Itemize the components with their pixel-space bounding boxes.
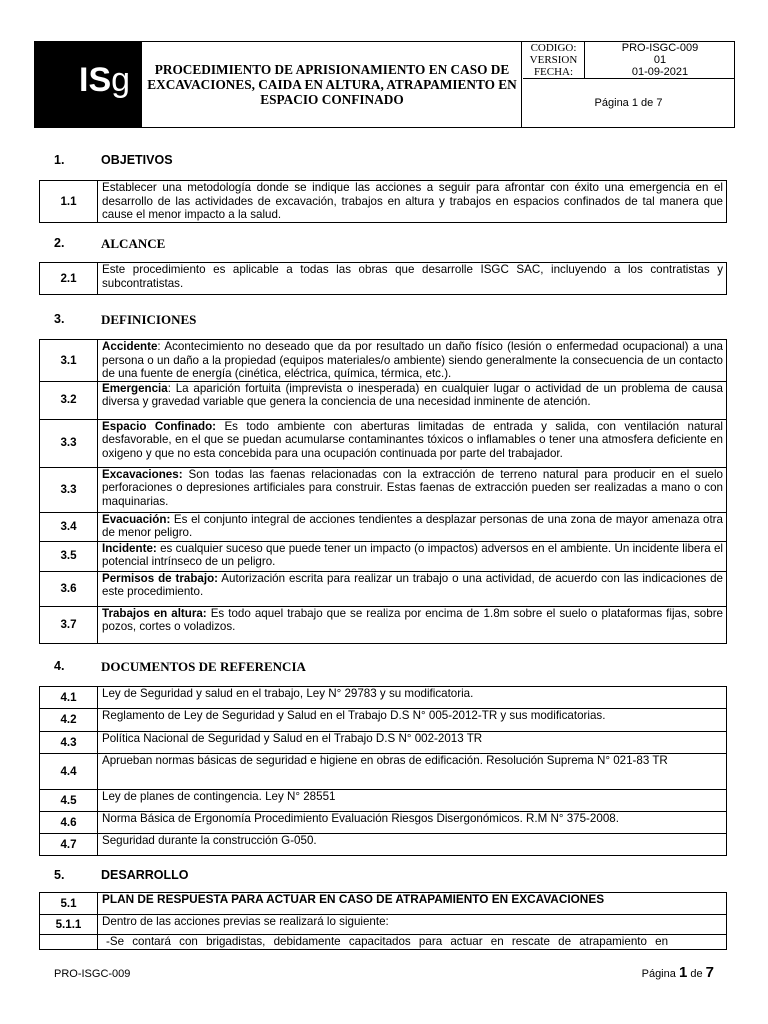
row-number: 4.4 <box>40 754 98 790</box>
table-row <box>40 812 727 834</box>
table-row <box>40 541 727 571</box>
version-label: VERSION <box>523 54 585 66</box>
footer-page-total: 7 <box>705 964 714 981</box>
row-number: 1.1 <box>40 181 98 223</box>
table-row <box>40 790 727 812</box>
row-number: 4.6 <box>40 812 98 834</box>
table-row <box>40 834 727 856</box>
definiciones-table <box>39 339 727 644</box>
row-text: Aprueban normas básicas de seguridad e higiene en obras de edificación. Resolución Suprema N° 021-83 TR <box>98 754 727 790</box>
section-title: DOCUMENTOS DE REFERENCIA <box>101 659 306 674</box>
section-number: 5. <box>54 868 65 882</box>
definition-text: Autorización escrita para realizar un trabajo o una actividad, de acuerdo con las indicaciones de este procedimiento. <box>102 571 724 598</box>
desarrollo-table <box>39 892 727 950</box>
section-title: ALCANCE <box>101 236 166 251</box>
row-text <box>98 419 727 467</box>
row-text: Seguridad durante la construcción G-050. <box>98 834 727 856</box>
row-number: 3.1 <box>40 340 98 382</box>
row-text <box>98 606 727 643</box>
definition-text: : Acontecimiento no deseado que da por resultado un daño físico (lesión o enfermedad ocupacional) a una persona o un daño a la propiedad (equipos materiales/o ambiente) siendo generalmente la consecuencia de un contacto de una fuente de energía (cinética, eléctrica, química, térmica, etc.). <box>102 340 723 380</box>
fecha-label: FECHA: <box>523 66 585 78</box>
section-number: 4. <box>54 659 65 673</box>
logo-bold: IS <box>79 61 112 99</box>
row-number: 2.1 <box>40 263 98 295</box>
row-text <box>98 541 727 571</box>
footer-code: PRO-ISGC-009 <box>54 968 131 980</box>
row-number: 3.3 <box>40 419 98 467</box>
definition-text: Son todas las faenas relacionadas con la extracción de terreno natural para producir en el suelo perforaciones o depresiones artificiales para construir. Estas faenas de extracción pueden ser realizadas a mano o con maquinarias. <box>102 467 723 508</box>
plan-heading: PLAN DE RESPUESTA PARA ACTUAR EN CASO DE ATRAPAMIENTO EN EXCAVACIONES <box>98 893 727 915</box>
table-row <box>40 263 727 295</box>
row-text <box>98 571 727 606</box>
definition-term: Evacuación: <box>102 512 171 526</box>
definition-text: Es el conjunto integral de acciones tendientes a desplazar personas de una zona de mayor amenaza otra de menor peligro. <box>102 512 723 539</box>
row-number: 4.1 <box>40 687 98 709</box>
row-number: 3.3 <box>40 467 98 512</box>
page-indicator: Página 1 de 7 <box>523 78 734 127</box>
definition-text: Es todo ambiente con aberturas limitadas de entrada y salida, con ventilación natural desfavorable, en el que se puedan acumularse contaminantes tóxicos o inflamables o tener una atmosfera deficiente en oxigeno y que no esta concebida para una ocupación continuada por parte del trabajador. <box>102 419 723 460</box>
table-row <box>40 709 727 732</box>
footer-page <box>642 964 714 981</box>
row-text: Ley de Seguridad y salud en el trabajo, Ley N° 29783 y su modificatoria. <box>98 687 727 709</box>
codigo-value: PRO-ISGC-009 <box>621 42 699 54</box>
version-value: 01 <box>653 54 667 66</box>
row-text: -Se contará con brigadistas, debidamente capacitados para actuar en rescate de atrapamiento en <box>98 935 727 950</box>
row-text <box>98 512 727 541</box>
footer-de: de <box>690 968 703 980</box>
fecha-value: 01-09-2021 <box>631 66 689 78</box>
row-text: Ley de planes de contingencia. Ley N° 28551 <box>98 790 727 812</box>
meta-codigo-row <box>523 42 734 54</box>
row-number: 3.7 <box>40 606 98 643</box>
table-row <box>40 340 727 382</box>
row-text: Norma Básica de Ergonomía Procedimiento Evaluación Riesgos Disergonómicos. R.M N° 375-2008. <box>98 812 727 834</box>
meta-version-row <box>523 54 734 66</box>
definition-term: Accidente <box>102 340 158 353</box>
section-number: 2. <box>54 236 65 250</box>
row-text <box>98 467 727 512</box>
table-row <box>40 419 727 467</box>
section-number: 1. <box>54 153 65 167</box>
row-text <box>98 340 727 382</box>
codigo-label: CODIGO: <box>523 42 585 54</box>
definition-text: Es todo aquel trabajo que se realiza por encima de 1.8m sobre el suelo o plataformas fijas, sobre pozos, cortes o voladizos. <box>102 606 723 633</box>
footer-page-number: 1 <box>678 964 688 981</box>
logo-text <box>79 60 130 100</box>
meta-fecha-row <box>523 66 734 78</box>
section-number: 3. <box>54 312 65 326</box>
definition-term: Permisos de trabajo: <box>102 571 219 585</box>
alcance-table <box>39 262 727 295</box>
definition-term: Espacio Confinado: <box>102 419 217 433</box>
row-number: 3.5 <box>40 541 98 571</box>
row-text: Dentro de las acciones previas se realizará lo siguiente: <box>98 915 727 935</box>
footer-page-label: Página <box>641 968 676 980</box>
row-number: 5.1 <box>40 893 98 915</box>
table-row <box>40 571 727 606</box>
row-number: 3.2 <box>40 381 98 419</box>
row-number: 4.2 <box>40 709 98 732</box>
section-title: DEFINICIONES <box>101 312 197 327</box>
table-row <box>40 381 727 419</box>
section-title: OBJETIVOS <box>101 153 173 167</box>
table-row <box>40 754 727 790</box>
row-number: 4.7 <box>40 834 98 856</box>
row-number: 3.6 <box>40 571 98 606</box>
row-number: 3.4 <box>40 512 98 541</box>
document-meta <box>523 42 734 127</box>
table-row <box>40 935 727 950</box>
table-row <box>40 467 727 512</box>
table-row <box>40 512 727 541</box>
definition-text: es cualquier suceso que puede tener un impacto (o impactos) adversos en el ambiente. Un incidente libera el potencial intrínseco de un peligro. <box>102 541 723 568</box>
row-number: 5.1.1 <box>40 915 98 935</box>
row-text: Establecer una metodología donde se indique las acciones a seguir para afrontar con éxito una emergencia en el desarrollo de las actividades de excavación, trabajos en altura y trabajos en espacios confinados de tal manera que cause el menor impacto a la salud. <box>98 181 727 223</box>
row-text <box>98 381 727 419</box>
table-row <box>40 893 727 915</box>
objetivos-table <box>39 180 727 223</box>
row-number: 4.3 <box>40 732 98 754</box>
definition-text: : La aparición fortuita (imprevista o inesperada) en cualquier lugar o actividad de un problema de causa diversa y gravedad variable que genera la conciencia de una necesidad inminente de atención. <box>102 381 723 408</box>
definition-term: Emergencia <box>102 381 168 395</box>
row-number: 4.5 <box>40 790 98 812</box>
definition-term: Excavaciones: <box>102 467 183 481</box>
table-row <box>40 606 727 643</box>
referencias-table <box>39 686 727 856</box>
table-row <box>40 915 727 935</box>
logo-rest: g <box>111 61 131 99</box>
definition-term: Incidente: <box>102 541 157 555</box>
isg-logo <box>35 42 142 127</box>
table-row <box>40 732 727 754</box>
table-row <box>40 181 727 223</box>
document-title: PROCEDIMIENTO DE APRISIONAMIENTO EN CASO DE EXCAVACIONES, CAIDA EN ALTURA, ATRAPAMIENTO EN ESPACIO CONFINADO <box>143 42 522 127</box>
section-title: DESARROLLO <box>101 868 189 882</box>
row-number-empty <box>40 935 98 950</box>
table-row <box>40 687 727 709</box>
row-text: Este procedimiento es aplicable a todas las obras que desarrolle ISGC SAC, incluyendo a los contratistas y subcontratistas. <box>98 263 727 295</box>
row-text: Reglamento de Ley de Seguridad y Salud en el Trabajo D.S N° 005-2012-TR y sus modificatorias. <box>98 709 727 732</box>
document-header <box>34 41 735 128</box>
definition-term: Trabajos en altura: <box>102 606 207 620</box>
row-text: Política Nacional de Seguridad y Salud en el Trabajo D.S N° 002-2013 TR <box>98 732 727 754</box>
